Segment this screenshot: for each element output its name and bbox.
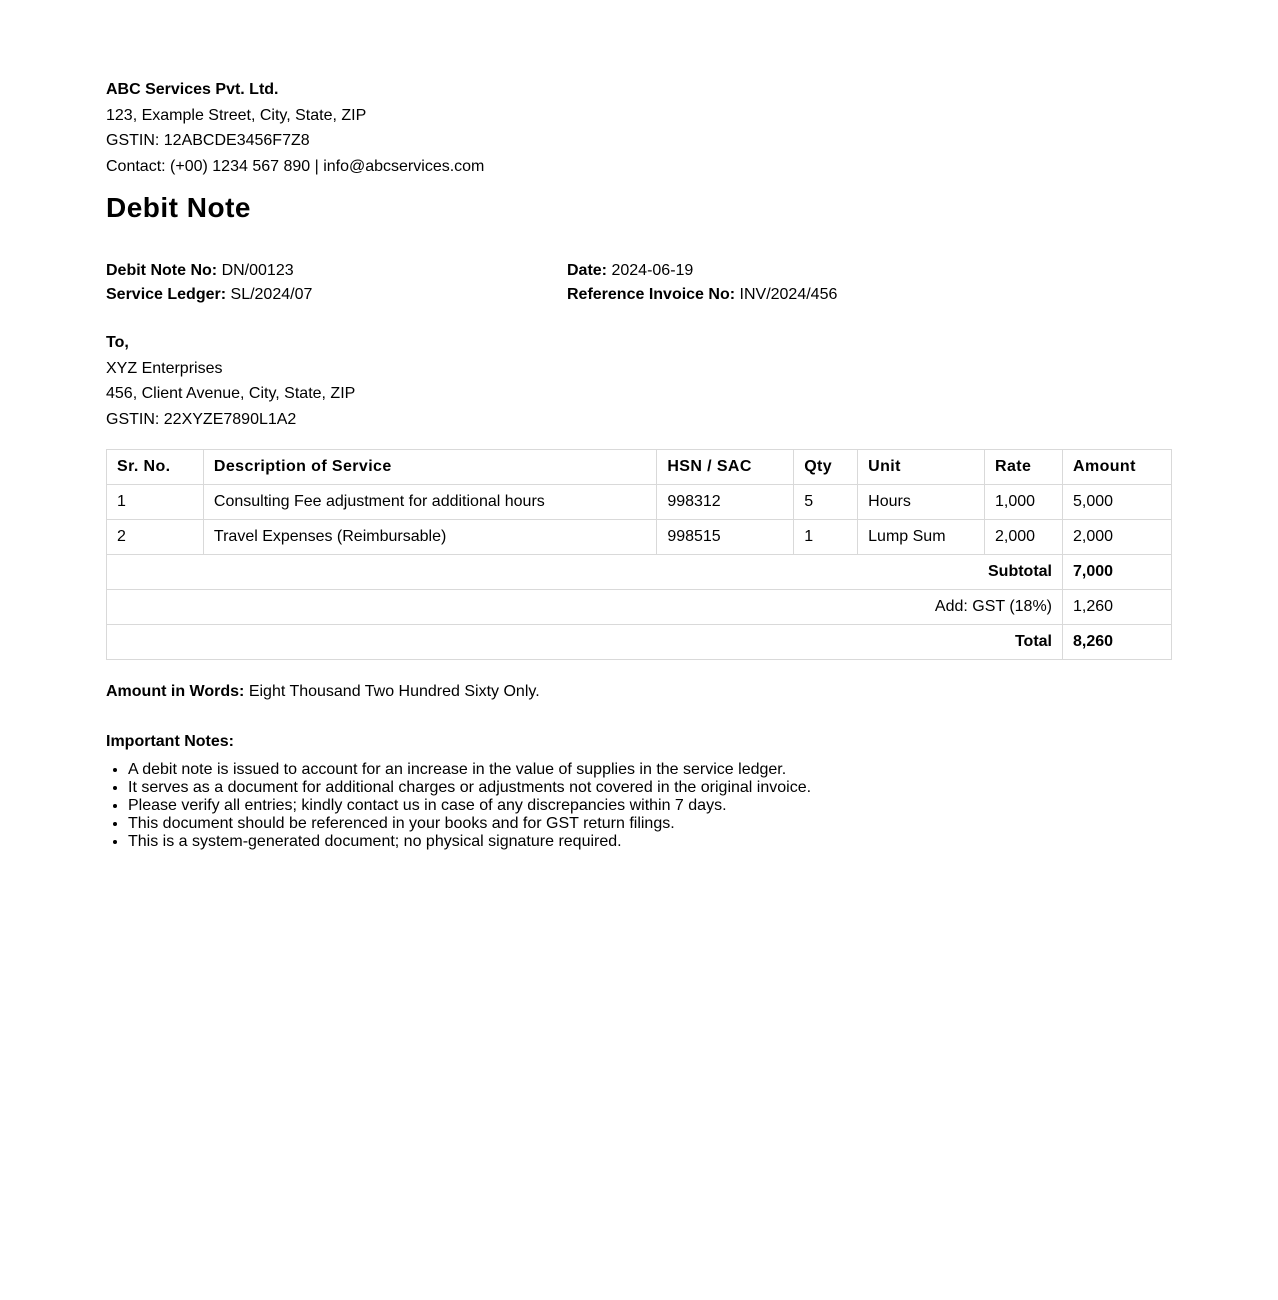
list-item: • This is a system-generated document; no physical signature required.	[128, 833, 811, 851]
cell-unit: Lump Sum	[858, 520, 985, 555]
header-qty: Qty	[794, 450, 858, 485]
header-amount: Amount	[1063, 450, 1172, 485]
list-item: • It serves as a document for additional charges or adjustments not covered in the original invoice.	[128, 779, 811, 797]
cell-qty: 1	[794, 520, 858, 555]
header-rate: Rate	[985, 450, 1063, 485]
cell-amount: 5,000	[1063, 485, 1172, 520]
page-title: Debit Note	[106, 192, 251, 223]
list-item: • A debit note is issued to account for an increase in the value of supplies in the service ledger.	[128, 761, 811, 779]
debit-note-number-label: Debit Note No:	[106, 262, 218, 279]
reference-invoice-label: Reference Invoice No:	[567, 286, 736, 303]
cell-description: Travel Expenses (Reimbursable)	[203, 520, 656, 555]
cell-unit: Hours	[858, 485, 985, 520]
meta-right	[567, 259, 837, 307]
gst-value: 1,260	[1063, 590, 1172, 625]
recipient-gstin: GSTIN: 22XYZE7890L1A2	[106, 411, 297, 429]
note-date-value: 2024-06-19	[611, 262, 694, 279]
header-description: Description of Service	[203, 450, 656, 485]
cell-hsn-sac: 998312	[657, 485, 794, 520]
service-ledger	[106, 283, 312, 307]
recipient-name: XYZ Enterprises	[106, 359, 223, 377]
gst-label: Add: GST (18%)	[107, 590, 1063, 625]
note-date-label: Date:	[567, 262, 608, 279]
table-row	[107, 485, 1172, 520]
subtotal-value: 7,000	[1063, 555, 1172, 590]
company-contact: Contact: (+00) 1234 567 890 | info@abcservices.com	[106, 158, 485, 176]
meta-left	[106, 259, 312, 307]
amount-in-words	[106, 683, 540, 701]
debit-note-number-value: DN/00123	[221, 262, 294, 279]
cell-hsn-sac: 998515	[657, 520, 794, 555]
company-address: 123, Example Street, City, State, ZIP	[106, 106, 367, 124]
note-date	[567, 259, 837, 283]
total-value: 8,260	[1063, 625, 1172, 660]
notes-title: Important Notes:	[106, 733, 234, 750]
list-item: • This document should be referenced in your books and for GST return filings.	[128, 815, 811, 833]
header-sr-no: Sr. No.	[107, 450, 204, 485]
company-name: ABC Services Pvt. Ltd.	[106, 81, 279, 98]
recipient-to-label: To,	[106, 334, 129, 351]
notes-list	[106, 761, 811, 851]
reference-invoice-value: INV/2024/456	[739, 286, 838, 303]
header-hsn-sac: HSN / SAC	[657, 450, 794, 485]
line-items-table	[106, 449, 1172, 660]
company-gstin: GSTIN: 12ABCDE3456F7Z8	[106, 132, 310, 150]
header-unit: Unit	[858, 450, 985, 485]
service-ledger-value: SL/2024/07	[230, 286, 313, 303]
cell-sr-no: 2	[107, 520, 204, 555]
total-row	[107, 625, 1172, 660]
debit-note-number	[106, 259, 312, 283]
service-ledger-label: Service Ledger:	[106, 286, 227, 303]
total-label: Total	[107, 625, 1063, 660]
subtotal-label: Subtotal	[107, 555, 1063, 590]
cell-rate: 1,000	[985, 485, 1063, 520]
cell-amount: 2,000	[1063, 520, 1172, 555]
cell-sr-no: 1	[107, 485, 204, 520]
cell-qty: 5	[794, 485, 858, 520]
reference-invoice	[567, 283, 837, 307]
gst-row	[107, 590, 1172, 625]
table-header-row	[107, 450, 1172, 485]
amount-in-words-label: Amount in Words:	[106, 683, 245, 700]
recipient-address: 456, Client Avenue, City, State, ZIP	[106, 385, 356, 403]
amount-in-words-value: Eight Thousand Two Hundred Sixty Only.	[248, 683, 540, 700]
company-block	[106, 77, 484, 180]
table-row	[107, 520, 1172, 555]
cell-rate: 2,000	[985, 520, 1063, 555]
cell-description: Consulting Fee adjustment for additional hours	[203, 485, 656, 520]
list-item: • Please verify all entries; kindly contact us in case of any discrepancies within 7 days.	[128, 797, 811, 815]
recipient-block	[106, 330, 355, 433]
subtotal-row	[107, 555, 1172, 590]
